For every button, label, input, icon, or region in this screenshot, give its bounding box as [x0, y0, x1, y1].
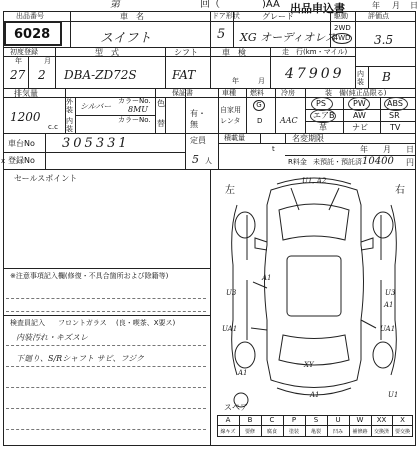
diagram-right-label: 右 — [395, 185, 405, 196]
equipment-sr: SR — [389, 111, 400, 120]
color-no: 8MU — [128, 105, 149, 114]
drive-2wd: 2WD — [334, 24, 351, 32]
inspection-label: 車 検 — [222, 48, 246, 57]
mark-rear-corner: U1 — [388, 391, 399, 399]
interior-grade-label: 内装 — [357, 70, 364, 86]
windshield-options: (良・喫茶、X要ス) — [116, 319, 176, 327]
capacity-value: 5 — [192, 153, 199, 166]
header-left-text: 第 — [110, 0, 120, 10]
inspection-year-label: 年 — [232, 77, 239, 85]
equipment-abs: ABS — [387, 99, 403, 108]
legend-code-w: W — [356, 416, 364, 424]
interior-grade: B — [382, 70, 391, 84]
equipment-leather: 革 — [319, 123, 327, 132]
inspection-month-label: 月 — [258, 77, 265, 85]
legend-name-w: 補修跡 — [352, 429, 368, 435]
model-value: DBA-ZD72S — [64, 68, 137, 82]
interior-color-label: 内装 — [66, 117, 73, 133]
legend-name-x: 要交換 — [394, 429, 410, 435]
legend-name-c: 腐食 — [266, 429, 277, 435]
registration-label: 登録No — [8, 156, 35, 165]
mark-left-rear: UA1 — [222, 325, 238, 333]
title-expiry-day: 日 — [406, 145, 414, 154]
score-label: 評価点 — [368, 12, 389, 20]
equipment-navi: ナビ — [352, 123, 368, 132]
mark-front: U1, A2 — [302, 177, 327, 185]
mark-right-rear: UA1 — [380, 325, 396, 333]
legend-name-u: 凹み — [332, 429, 343, 435]
mark-left-door: A1 — [262, 274, 272, 282]
title-expiry-year: 年 — [360, 145, 368, 154]
legend-code-a: A — [225, 416, 231, 424]
equipment-abs-circle — [384, 97, 408, 111]
lot-number: 6028 — [14, 27, 51, 42]
first-reg-month-label: 月 — [44, 57, 51, 65]
legend-code-c: C — [269, 416, 275, 424]
car-name: スイフト — [100, 31, 152, 46]
fuel-g-circle — [253, 100, 265, 111]
load-label: 積載量 — [224, 134, 245, 142]
equipment-airbag: エアB — [313, 111, 335, 120]
legend-code-x: X — [400, 416, 405, 424]
first-reg-year-label: 年 — [15, 57, 22, 65]
header-month-label: 月 — [392, 1, 400, 10]
registration-marker: x — [1, 157, 6, 165]
legend-name-s: 亀裂 — [310, 429, 321, 435]
inspector-note-2: 下廻り、S/Rシャフト サビ、フジク — [16, 354, 145, 363]
ac-label: 冷房 — [281, 89, 295, 97]
legend-name-b: 要修 — [244, 429, 255, 435]
sales-points-label: セールスポイント — [14, 174, 78, 183]
header-year-label: 年 — [372, 1, 380, 10]
legend-code-s: S — [313, 416, 319, 424]
mark-right-door: A1 — [384, 301, 394, 309]
mark-right-front: U3 — [385, 289, 396, 297]
header-day-label: 日 — [410, 1, 418, 10]
recycle-status: 未預託・預託済 — [313, 158, 362, 166]
legend-name-row — [217, 428, 413, 435]
equipment-aw: AW — [353, 111, 366, 120]
drive-label: 駆動 — [334, 12, 348, 20]
first-reg-year: 27 — [10, 68, 26, 82]
grade-label: グレード — [262, 12, 294, 21]
header-center-text: 回（ — [200, 0, 220, 10]
header-right-partial: )AA — [262, 0, 280, 10]
equipment-label: 装 備(純正品限る) — [325, 89, 387, 97]
grade-value: XG オーディオレス — [240, 31, 336, 44]
legend-code-b: B — [247, 416, 253, 424]
capacity-unit: 人 — [205, 157, 212, 165]
notes-label: ※注意事項記入欄(修復・不具合箇所および除籍等) — [10, 272, 169, 280]
form-title: 出品申込書 — [290, 2, 345, 15]
doors-label: ドア形状 — [212, 12, 240, 20]
legend-code-xx: XX — [376, 416, 387, 424]
load-unit: t — [272, 145, 275, 153]
fuel-label: 燃料 — [250, 89, 264, 97]
legend-name-a: 線キズ — [220, 429, 236, 435]
inspector-label: 検査員記入 — [10, 319, 45, 327]
model-label: 型 式 — [95, 48, 119, 57]
diagram-left-label: 左 — [225, 185, 235, 196]
capacity-label: 定員 — [190, 136, 206, 145]
legend-code-p: P — [291, 416, 297, 424]
chassis-label: 車台No — [8, 139, 35, 148]
first-reg-month: 2 — [38, 68, 46, 82]
shift-label: シフト — [174, 48, 198, 57]
equipment-ps: PS — [316, 99, 326, 108]
recycle-amount: 10400 — [362, 156, 394, 167]
legend-code-u: U — [335, 416, 341, 424]
drive-4wd-circle — [332, 33, 352, 44]
color-change-label: 替 — [157, 119, 165, 128]
equipment-airbag-circle — [310, 109, 336, 123]
displacement-unit: c.c — [48, 123, 58, 131]
mark-left-rear-wheel: A1 — [238, 369, 248, 377]
shift-value: FAT — [172, 68, 196, 82]
fuel-g: G — [256, 101, 262, 109]
vehicle-type-rental: レンタ — [220, 117, 241, 125]
spare-label: スペア — [224, 403, 248, 412]
mark-left-front: U3 — [226, 289, 237, 297]
color-label: 色 — [157, 99, 165, 108]
mark-trunk: XY — [304, 361, 314, 369]
displacement-label: 排気量 — [14, 89, 38, 98]
vehicle-type-label: 車種 — [222, 89, 236, 97]
lot-number-label: 出品番号 — [16, 12, 44, 20]
recycle-unit: 円 — [406, 158, 414, 167]
windshield-label: フロントガラス — [58, 319, 107, 327]
equipment-tv: TV — [390, 123, 401, 132]
vehicle-type-private: 自家用 — [220, 106, 241, 114]
drive-4wd: 4WD — [333, 34, 351, 42]
equipment-pw-circle — [348, 97, 370, 111]
chassis-no: 305331 — [62, 136, 130, 151]
exterior-color: シルバー — [80, 102, 112, 111]
fuel-d: D — [257, 117, 263, 125]
legend-name-p: 塗装 — [288, 429, 299, 435]
score-value: 3.5 — [374, 33, 394, 47]
exterior-color-label: 外装 — [66, 98, 73, 114]
mark-rear-bumper: A1 — [310, 391, 320, 399]
guarantee-value: 有・無 — [190, 109, 206, 129]
mileage-label: 走 行(km・マイル) — [282, 48, 348, 56]
recycle-label: R料金 — [288, 158, 307, 166]
title-expiry-month: 月 — [383, 145, 391, 154]
doors-value: 5 — [217, 27, 226, 42]
guarantee-label: 保証書 — [172, 89, 193, 97]
first-reg-label: 初度登録 — [10, 48, 38, 56]
color-no-label: カラーNo. — [118, 97, 151, 105]
mileage-value: 47909 — [285, 66, 345, 82]
legend-code-row — [217, 417, 413, 424]
displacement-value: 1200 — [10, 110, 41, 124]
title-expiry-label: 名変期限 — [292, 134, 324, 143]
ac-value: AAC — [280, 116, 298, 125]
inspector-note-1: 内装汚れ・キズスレ — [16, 333, 88, 342]
car-name-label: 車 名 — [120, 12, 144, 21]
interior-color-no-label: カラーNo. — [118, 116, 151, 124]
legend-name-xx: 交換済 — [373, 429, 389, 435]
equipment-pw: PW — [353, 99, 366, 108]
